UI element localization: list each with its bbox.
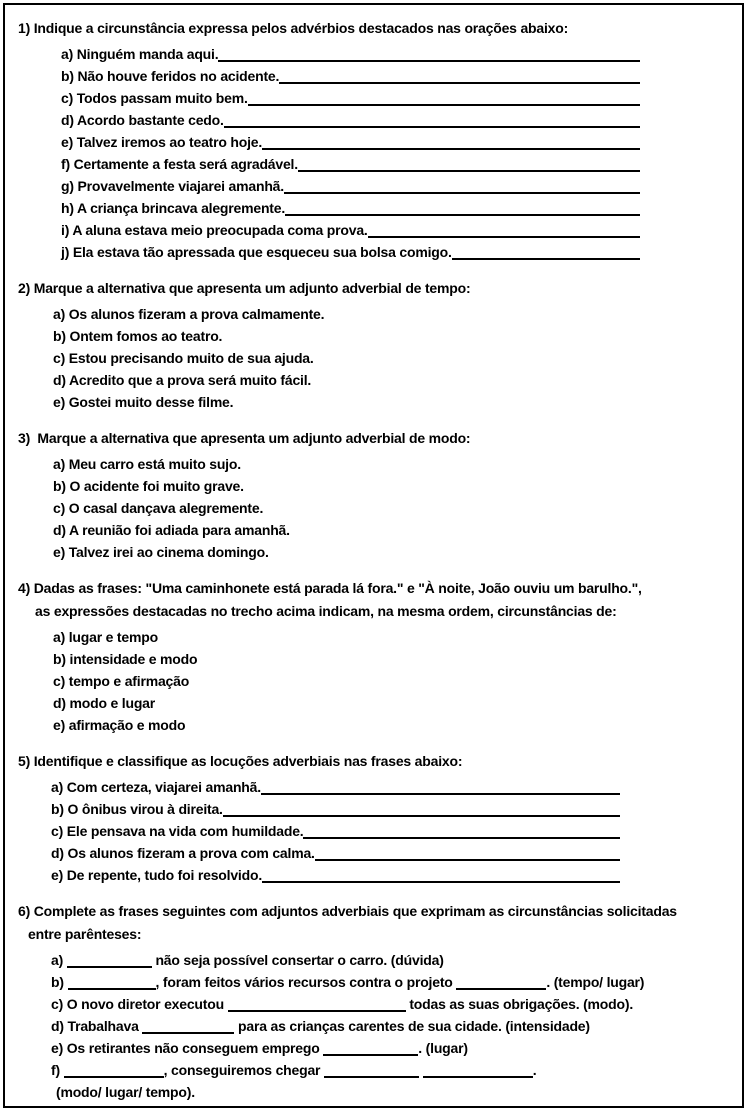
item-text: . (lugar) xyxy=(418,1040,468,1056)
question-1-item-3 xyxy=(61,109,640,131)
item-text: a) Ninguém manda aqui. xyxy=(61,46,219,62)
item-text: não seja possível consertar o carro. (dúvida) xyxy=(151,952,444,968)
question-2-item-3: d) Acredito que a prova será muito fácil. xyxy=(53,372,312,388)
question-3-item-4: e) Talvez irei ao cinema domingo. xyxy=(53,544,269,560)
item-text: e) Talvez iremos ao teatro hoje. xyxy=(61,134,263,150)
answer-blank xyxy=(67,951,152,968)
question-1-item-2 xyxy=(61,87,640,109)
question-3-item-0: a) Meu carro está muito sujo. xyxy=(53,456,241,472)
question-6-item-0 xyxy=(51,949,742,971)
question-1-item-9 xyxy=(61,241,640,263)
question-2-item-1: b) Ontem fomos ao teatro. xyxy=(53,328,223,344)
question-1-item-4 xyxy=(61,131,640,153)
answer-line xyxy=(285,197,640,216)
question-4-item-3: d) modo e lugar xyxy=(53,695,156,711)
question-5 xyxy=(18,750,742,886)
question-4-item-1: b) intensidade e modo xyxy=(53,651,198,667)
question-5-prompt: 5) Identifique e classifique as locuções adverbiais nas frases abaixo: xyxy=(18,753,463,769)
answer-line xyxy=(279,65,640,84)
item-text: b) xyxy=(51,974,68,990)
question-2-item-4: e) Gostei muito desse filme. xyxy=(53,394,234,410)
answer-line xyxy=(218,43,640,62)
item-text: f) Certamente a festa será agradável. xyxy=(61,156,298,172)
question-1 xyxy=(18,17,742,263)
question-6-item-1 xyxy=(51,971,742,993)
item-text: b) Não houve feridos no acidente. xyxy=(61,68,280,84)
answer-line xyxy=(262,131,640,150)
worksheet-page xyxy=(3,3,744,1108)
question-1-item-1 xyxy=(61,65,640,87)
answer-line xyxy=(298,153,640,172)
question-4-prompt-line-2: as expressões destacadas no trecho acima indicam, na mesma ordem, circunstâncias de: xyxy=(35,603,617,619)
item-text: d) Acordo bastante cedo. xyxy=(61,112,224,128)
question-6-item-4 xyxy=(51,1037,742,1059)
question-4-prompt-line-1: 4) Dadas as frases: "Uma caminhonete está parada lá fora." e "À noite, João ouviu um barulho.", xyxy=(18,580,642,596)
answer-line xyxy=(303,820,620,839)
item-text: a) xyxy=(51,952,67,968)
question-6-item-2 xyxy=(51,993,742,1015)
item-text: , foram feitos vários recursos contra o projeto xyxy=(155,974,457,990)
answer-line xyxy=(262,864,620,883)
question-3-item-1: b) O acidente foi muito grave. xyxy=(53,478,244,494)
item-text: a) Com certeza, viajarei amanhã. xyxy=(51,779,261,795)
item-text: c) O novo diretor executou xyxy=(51,996,228,1012)
item-text: c) Ele pensava na vida com humildade. xyxy=(51,823,304,839)
item-text: h) A criança brincava alegremente. xyxy=(61,200,286,216)
question-2-prompt: 2) Marque a alternativa que apresenta um adjunto adverbial de tempo: xyxy=(18,280,471,296)
question-2-item-0: a) Os alunos fizeram a prova calmamente. xyxy=(53,306,325,322)
item-text: e) Os retirantes não conseguem emprego xyxy=(51,1040,324,1056)
question-1-item-8 xyxy=(61,219,640,241)
question-1-item-7 xyxy=(61,197,640,219)
answer-line xyxy=(315,842,620,861)
question-6-items xyxy=(18,949,742,1081)
question-1-item-0 xyxy=(61,43,640,65)
question-6-item-5 xyxy=(51,1059,742,1081)
item-text: b) O ônibus virou à direita. xyxy=(51,801,223,817)
answer-blank xyxy=(324,1061,419,1078)
question-6-item-3 xyxy=(51,1015,742,1037)
question-3-prompt: 3) Marque a alternativa que apresenta um adjunto adverbial de modo: xyxy=(18,430,471,446)
question-5-item-3 xyxy=(51,842,620,864)
item-text: c) Todos passam muito bem. xyxy=(61,90,248,106)
question-1-prompt: 1) Indique a circunstância expressa pelos advérbios destacados nas orações abaixo: xyxy=(18,20,569,36)
answer-line xyxy=(248,87,640,106)
item-text: , conseguiremos chegar xyxy=(163,1062,324,1078)
question-5-item-2 xyxy=(51,820,620,842)
question-2-item-2: c) Estou precisando muito de sua ajuda. xyxy=(53,350,314,366)
question-1-item-5 xyxy=(61,153,640,175)
item-text: para as crianças carentes de sua cidade. (intensidade) xyxy=(234,1018,590,1034)
answer-blank xyxy=(228,995,406,1012)
question-6-prompt-line-2: entre parênteses: xyxy=(28,926,142,942)
answer-line xyxy=(368,219,640,238)
question-3-item-3: d) A reunião foi adiada para amanhã. xyxy=(53,522,290,538)
item-text: . (tempo/ lugar) xyxy=(546,974,645,990)
item-text: g) Provavelmente viajarei amanhã. xyxy=(61,178,284,194)
question-2-items xyxy=(18,303,742,413)
question-4-item-4: e) afirmação e modo xyxy=(53,717,186,733)
question-1-items xyxy=(18,43,742,263)
question-5-item-0 xyxy=(51,776,620,798)
answer-line xyxy=(284,175,640,194)
question-4 xyxy=(18,577,742,736)
question-4-item-0: a) lugar e tempo xyxy=(53,629,158,645)
answer-blank xyxy=(323,1039,418,1056)
answer-line xyxy=(224,109,640,128)
question-5-items xyxy=(18,776,742,886)
answer-line xyxy=(223,798,620,817)
answer-blank xyxy=(64,1061,164,1078)
answer-line xyxy=(452,241,640,260)
answer-blank xyxy=(68,973,156,990)
question-4-item-2: c) tempo e afirmação xyxy=(53,673,190,689)
question-1-item-6 xyxy=(61,175,640,197)
question-6-footer: (modo/ lugar/ tempo). xyxy=(56,1084,195,1100)
item-text: f) xyxy=(51,1062,64,1078)
item-text: e) De repente, tudo foi resolvido. xyxy=(51,867,263,883)
item-text: . xyxy=(532,1062,537,1078)
question-3-items xyxy=(18,453,742,563)
item-text: todas as suas obrigações. (modo). xyxy=(405,996,634,1012)
question-3 xyxy=(18,427,742,563)
item-text: d) Trabalhava xyxy=(51,1018,143,1034)
item-text: i) A aluna estava meio preocupada coma prova. xyxy=(61,222,368,238)
answer-blank xyxy=(142,1017,234,1034)
question-6-prompt-line-1: 6) Complete as frases seguintes com adjuntos adverbiais que exprimam as circunstâncias solicitadas xyxy=(18,903,677,919)
answer-blank xyxy=(456,973,546,990)
question-5-item-1 xyxy=(51,798,620,820)
item-text: d) Os alunos fizeram a prova com calma. xyxy=(51,845,315,861)
question-6 xyxy=(18,900,742,1103)
question-4-items xyxy=(18,626,742,736)
question-5-item-4 xyxy=(51,864,620,886)
answer-blank xyxy=(423,1061,533,1078)
question-3-item-2: c) O casal dançava alegremente. xyxy=(53,500,264,516)
answer-line xyxy=(261,776,620,795)
item-text: j) Ela estava tão apressada que esqueceu sua bolsa comigo. xyxy=(61,244,452,260)
question-2 xyxy=(18,277,742,413)
